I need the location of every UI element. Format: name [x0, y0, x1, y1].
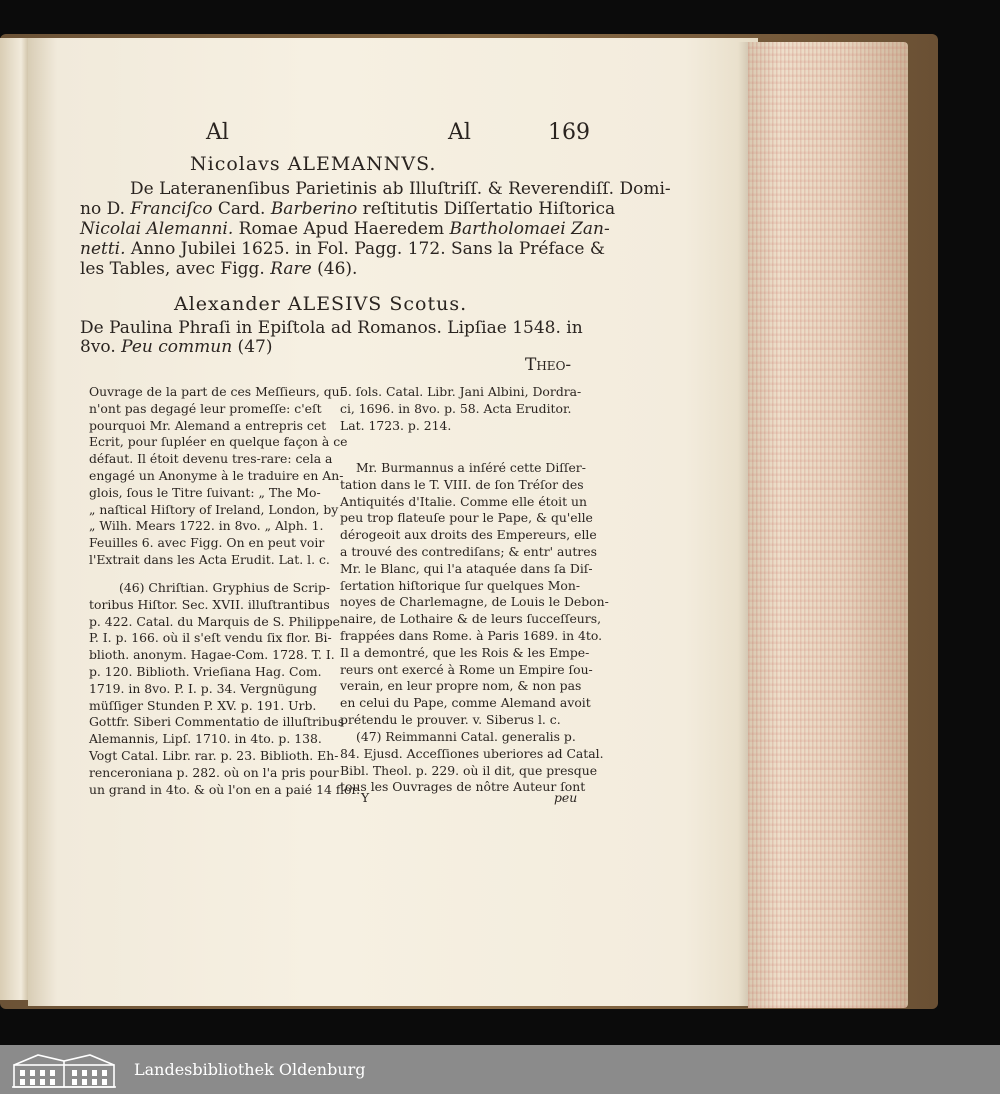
left-page-edge	[0, 38, 30, 1000]
header-center: Al	[448, 120, 471, 145]
right-notes-block3: (47) Reimmanni Catal. generalis p. 84. Ejusd. Acceſſiones uberiores ad Catal. Bibl. Theol. p. 229. où il dit, que presque tous les Ouvrages de nôtre Auteur ſont	[340, 729, 604, 795]
footer-bar	[0, 1045, 1000, 1094]
entry1-author: Nicolavs ALEMANNVS.	[190, 153, 437, 175]
library-name: Landesbibliothek Oldenburg	[134, 1060, 366, 1079]
header-left: Al	[206, 120, 229, 145]
page-number: 169	[548, 120, 590, 145]
entry1-line-1: De Lateranenſibus Parietinis ab Illuſtriſſ. & Reverendiſſ. Domi-	[130, 179, 671, 199]
right-page	[28, 38, 758, 1006]
right-notes-block2: Mr. Burmannus a inſéré cette Diſſer- tation dans le T. VIII. de ſon Tréſor des Antiquités d'Italie. Comme elle étoit un peu trop flateuſe pour le Pape, & qu'elle dérogeoit aux droits des Empereurs, elle a trouvé des contrediſans; & entr' autres Mr. le Blanc, qui l'a ataquée dans ſa Diſ- ſertation hiſtorique ſur quelques Mon- noyes de Charlemagne, de Louis le Debon- naire, de Lothaire & de leurs ſucceſſeurs, frappées dans Rome. à Paris 1689. in 4to. Il a demontré, que les Rois & les Empe- reurs ont exercé à Rome un Empire ſou- verain, en leur propre nom, & non pas en celui du Pape, comme Alemand avoit prétendu le prouver. v. Siberus l. c.	[340, 460, 609, 727]
right-notes-block1: 5. ſols. Catal. Libr. Jani Albini, Dordra- ci, 1696. in 8vo. p. 58. Acta Eruditor. Lat. 1723. p. 214.	[340, 384, 582, 433]
entry1-line-5: les Tables, avec Figg. Rare (46).	[80, 259, 358, 279]
entry1-line-2: no D. Franciſco Card. Barberino reſtitutis Diſſertatio Hiſtorica	[80, 199, 616, 219]
catchword-top: Theo-	[525, 355, 572, 375]
catchword-bottom: peu	[554, 790, 578, 805]
left-notes-block2: (46) Chriſtian. Gryphius de Scrip- toribus Hiſtor. Sec. XVII. illuſtrantibus p. 422. Catal. du Marquis de S. Philippe P. I. p. 166. où il s'eſt vendu ſix flor. Bi- blioth. anonym. Hagae-Com. 1728. T. I. p. 120. Biblioth. Vrieſiana Hag. Com. 1719. in 8vo. P. I. p. 34. Vergnügung müſſiger Stunden P. XV. p. 191. Urb. Gottfr. Siberi Commentatio de illuſtribus Alemannis, Lipſ. 1710. in 4to. p. 138. Vogt Catal. Libr. rar. p. 23. Biblioth. Eh- renceroniana p. 282. où on l'a pris pour un grand in 4to. & où l'on en a paié 14 flor.	[89, 580, 361, 797]
entry2-line-2: 8vo. Peu commun (47)	[80, 337, 273, 357]
left-notes-block1: Ouvrage de la part de ces Meſſieurs, qui n'ont pas degagé leur promeſſe: c'eſt pourquoi Mr. Alemand a entrepris cet Ecrit, pour ſupléer en quelque façon à ce défaut. Il étoit devenu tres-rare: cela a engagé un Anonyme à le traduire en An- glois, ſous le Titre ſuivant: „ The Mo- „ naſtical Hiſtory of Ireland, London, by „ Wilh. Mears 1722. in 8vo. „ Alph. 1. Feuilles 6. avec Figg. On en peut voir l'Extrait dans les Acta Erudit. Lat. l. c.	[89, 384, 348, 567]
page-block-edge	[748, 42, 908, 1008]
entry2-author: Alexander ALESIVS Scotus.	[174, 293, 468, 315]
entry1-line-3: Nicolai Alemanni. Romae Apud Haeredem Bartholomaei Zan-	[80, 219, 610, 239]
signature-mark: Y	[361, 790, 370, 805]
entry2-line-1: De Paulina Phraſi in Epiſtola ad Romanos. Lipſiae 1548. in	[80, 318, 583, 338]
library-building-icon	[8, 1049, 120, 1091]
entry1-line-4: netti. Anno Jubilei 1625. in Fol. Pagg. 172. Sans la Préface &	[80, 239, 606, 259]
